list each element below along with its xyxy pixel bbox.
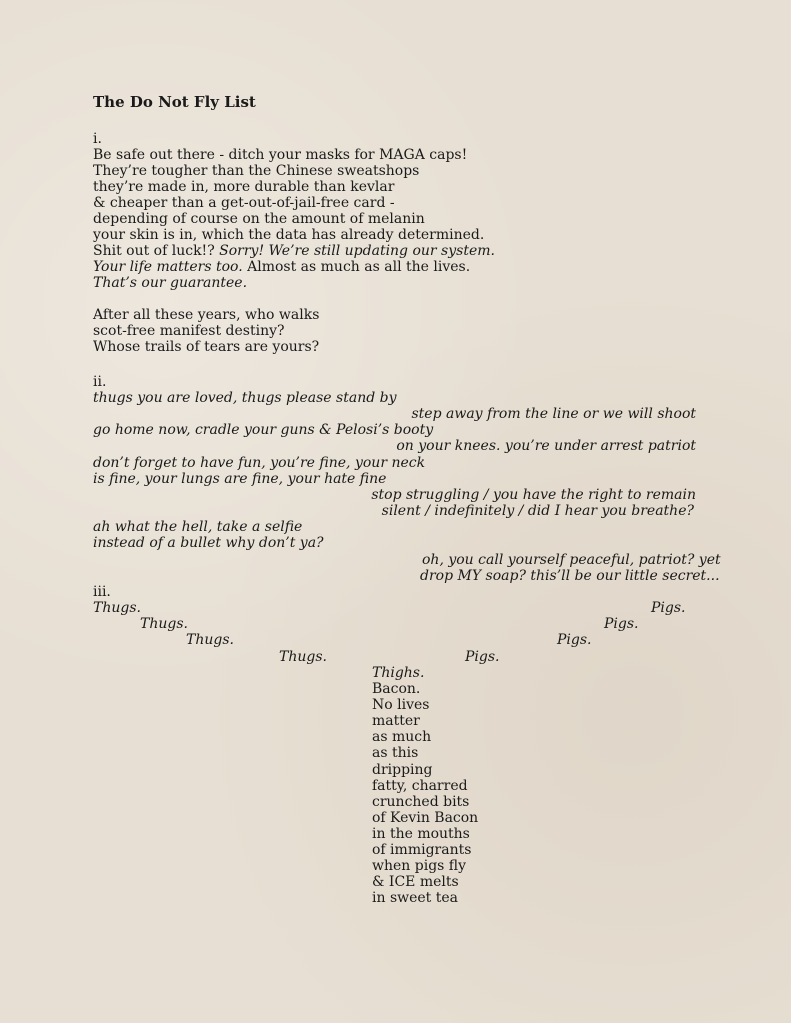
column-line: of Kevin Bacon bbox=[372, 810, 479, 826]
poem-line bbox=[93, 243, 495, 259]
column-line: as much bbox=[372, 729, 432, 745]
poem-line: depending of course on the amount of melanin bbox=[93, 211, 425, 227]
column-line: dripping bbox=[372, 762, 433, 778]
poem-line: & cheaper than a get-out-of-jail-free card - bbox=[93, 195, 395, 211]
poem-title: The Do Not Fly List bbox=[93, 93, 256, 111]
section-heading-iii: iii. bbox=[93, 584, 111, 600]
column-line: & ICE melts bbox=[372, 874, 459, 890]
thugs-word: Thugs. bbox=[93, 600, 141, 616]
thugs-word: Thugs. bbox=[140, 616, 188, 632]
poem-line: They’re tougher than the Chinese sweatshops bbox=[93, 163, 420, 179]
column-line: matter bbox=[372, 713, 420, 729]
section-heading-i: i. bbox=[93, 131, 102, 147]
column-line: No lives bbox=[372, 697, 430, 713]
poem-text: Almost as much as all the lives. bbox=[247, 259, 471, 275]
column-line: in the mouths bbox=[372, 826, 470, 842]
poem-line-left: ah what the hell, take a selfie bbox=[93, 519, 303, 535]
column-line: Bacon. bbox=[372, 681, 421, 697]
thugs-word: Thugs. bbox=[279, 649, 327, 665]
poem-line: Whose trails of tears are yours? bbox=[93, 339, 320, 355]
poem-text: Shit out of luck!? bbox=[93, 243, 215, 259]
poem-line-right: step away from the line or we will shoot bbox=[411, 406, 696, 422]
poem-line: scot-free manifest destiny? bbox=[93, 323, 285, 339]
poem-line-left: is fine, your lungs are fine, your hate fine bbox=[93, 471, 387, 487]
poem-line-right: drop MY soap? this’ll be our little secret... bbox=[420, 568, 720, 584]
poem-text-italic: Your life matters too. bbox=[93, 259, 243, 275]
poem-text-italic: Sorry! We’re still updating our system. bbox=[219, 243, 495, 259]
poem-line-right: oh, you call yourself peaceful, patriot? yet bbox=[422, 552, 721, 568]
column-line: fatty, charred bbox=[372, 778, 468, 794]
poem-line bbox=[93, 259, 470, 275]
pigs-word: Pigs. bbox=[465, 649, 500, 665]
poem-line: After all these years, who walks bbox=[93, 307, 320, 323]
poem-line-left: thugs you are loved, thugs please stand by bbox=[93, 390, 397, 406]
poem-line: your skin is in, which the data has already determined. bbox=[93, 227, 485, 243]
poem-line: That’s our guarantee. bbox=[93, 275, 248, 291]
column-line: as this bbox=[372, 745, 419, 761]
poem-line-left: instead of a bullet why don’t ya? bbox=[93, 535, 324, 551]
section-heading-ii: ii. bbox=[93, 374, 107, 390]
poem-line: Be safe out there - ditch your masks for MAGA caps! bbox=[93, 147, 468, 163]
poem-line: they’re made in, more durable than kevlar bbox=[93, 179, 395, 195]
poem-line-left: go home now, cradle your guns & Pelosi’s booty bbox=[93, 422, 434, 438]
column-line: of immigrants bbox=[372, 842, 472, 858]
column-line: crunched bits bbox=[372, 794, 470, 810]
pigs-word: Pigs. bbox=[651, 600, 686, 616]
poem-line-right: silent / indefinitely / did I hear you breathe? bbox=[381, 503, 694, 519]
thugs-word: Thugs. bbox=[186, 632, 234, 648]
poem-line-left: don’t forget to have fun, you’re fine, your neck bbox=[93, 455, 426, 471]
pigs-word: Pigs. bbox=[604, 616, 639, 632]
column-line: when pigs fly bbox=[372, 858, 467, 874]
poem-line-right: on your knees. you’re under arrest patriot bbox=[396, 438, 696, 454]
column-line: in sweet tea bbox=[372, 890, 459, 906]
poem-line-right: stop struggling / you have the right to remain bbox=[371, 487, 696, 503]
pigs-word: Pigs. bbox=[557, 632, 592, 648]
thighs-word: Thighs. bbox=[372, 665, 425, 681]
